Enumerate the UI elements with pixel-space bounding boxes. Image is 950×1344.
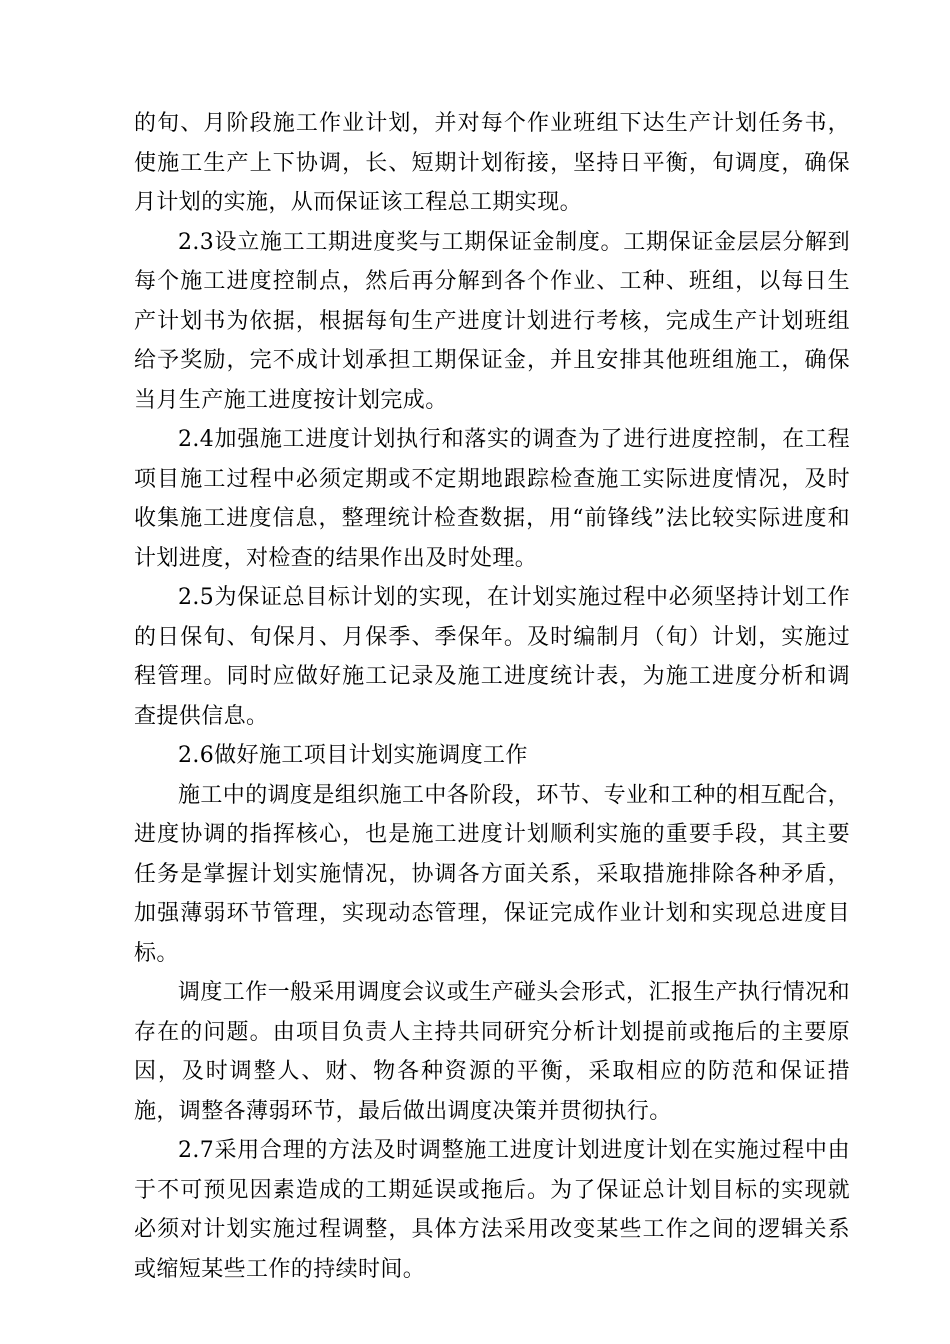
paragraph-2-5: 2.5为保证总目标计划的实现，在计划实施过程中必须坚持计划工作的日保旬、旬保月、月保季、季保年。及时编制月（旬）计划，实施过程管理。同时应做好施工记录及施工进度统计表，为施工进度分析和调查提供信息。 — [134, 585, 850, 729]
paragraph-2-6-heading: 2.6做好施工项目计划实施调度工作 — [178, 743, 528, 768]
paragraph-scheduling-meeting: 调度工作一般采用调度会议或生产碰头会形式，汇报生产执行情况和存在的问题。由项目负责人主持共同研究分析计划提前或拖后的主要原因，及时调整人、财、物各种资源的平衡，采取相应的防范和保证措施，调整各薄弱环节，最后做出调度决策并贯彻执行。 — [134, 980, 851, 1124]
paragraph-scheduling: 施工中的调度是组织施工中各阶段，环节、专业和工种的相互配合，进度协调的指挥核心，也是施工进度计划顺利实施的重要手段，其主要任务是掌握计划实施情况，协调各方面关系，采取措施排除各种矛盾，加强薄弱环节管理，实现动态管理，保证完成作业计划和实现总进度目标。 — [134, 782, 851, 966]
paragraph-2-7: 2.7采用合理的方法及时调整施工进度计划进度计划在实施过程中由于不可预见因素造成的工期延误或拖后。为了保证总计划目标的实现就必须对计划实施过程调整，具体方法采用改变某些工作之间的逻辑关系或缩短某些工作的持续时间。 — [134, 1138, 850, 1282]
paragraph-continuation: 的旬、月阶段施工作业计划，并对每个作业班组下达生产计划任务书，使施工生产上下协调，长、短期计划衔接，坚持日平衡，旬调度，确保月计划的实施，从而保证该工程总工期实现。 — [134, 111, 850, 215]
paragraph-2-3: 2.3设立施工工期进度奖与工期保证金制度。工期保证金层层分解到每个施工进度控制点，然后再分解到各个作业、工种、班组，以每日生产计划书为依据，根据每旬生产进度计划进行考核，完成生产计划班组给予奖励，完不成计划承担工期保证金，并且安排其他班组施工，确保当月生产施工进度按计划完成。 — [134, 229, 850, 413]
paragraph-2-4: 2.4加强施工进度计划执行和落实的调查为了进行进度控制，在工程项目施工过程中必须定期或不定期地跟踪检查施工实际进度情况，及时收集施工进度信息，整理统计检查数据，用“前锋线”法比较实际进度和计划进度，对检查的结果作出及时处理。 — [134, 427, 850, 571]
document-body — [134, 104, 850, 1289]
